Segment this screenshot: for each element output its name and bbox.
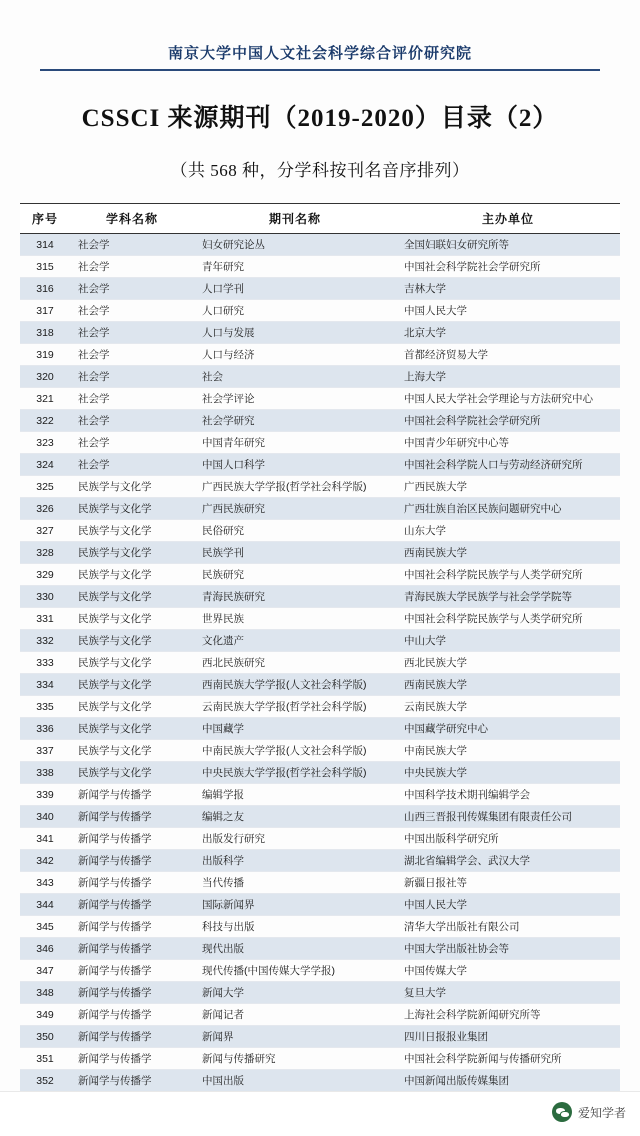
table-row <box>20 674 620 696</box>
cell-organizer: 首都经济贸易大学 <box>396 344 620 366</box>
cell-no: 343 <box>20 872 70 894</box>
cell-journal: 青年研究 <box>194 256 396 278</box>
cell-discipline: 新闻学与传播学 <box>70 938 194 960</box>
cell-organizer: 山西三晋报刊传媒集团有限责任公司 <box>396 806 620 828</box>
footer-brand-label: 爱知学者 <box>577 1105 626 1120</box>
cell-journal: 广西民族大学学报(哲学社会科学版) <box>194 476 396 498</box>
table-row <box>20 894 620 916</box>
table-row <box>20 740 620 762</box>
cell-organizer: 中国社会科学院民族学与人类学研究所 <box>396 564 620 586</box>
table-row <box>20 850 620 872</box>
cell-no: 321 <box>20 388 70 410</box>
cell-discipline: 社会学 <box>70 300 194 322</box>
cell-journal: 中南民族大学学报(人文社会科学版) <box>194 740 396 762</box>
cell-journal: 人口与发展 <box>194 322 396 344</box>
cell-organizer: 广西壮族自治区民族问题研究中心 <box>396 498 620 520</box>
cell-organizer: 中国出版科学研究所 <box>396 828 620 850</box>
table-row <box>20 1070 620 1092</box>
table-row <box>20 256 620 278</box>
cell-organizer: 四川日报报业集团 <box>396 1026 620 1048</box>
cell-no: 318 <box>20 322 70 344</box>
table-row <box>20 652 620 674</box>
cell-discipline: 新闻学与传播学 <box>70 982 194 1004</box>
cell-no: 327 <box>20 520 70 542</box>
cell-journal: 中国人口科学 <box>194 454 396 476</box>
cell-journal: 云南民族大学学报(哲学社会科学版) <box>194 696 396 718</box>
cell-organizer: 中国大学出版社协会等 <box>396 938 620 960</box>
cell-discipline: 民族学与文化学 <box>70 498 194 520</box>
table-row <box>20 476 620 498</box>
cell-discipline: 民族学与文化学 <box>70 718 194 740</box>
institution-name: 南京大学中国人文社会科学综合评价研究院 <box>167 46 472 62</box>
cell-no: 333 <box>20 652 70 674</box>
cell-journal: 现代出版 <box>194 938 396 960</box>
cell-no: 344 <box>20 894 70 916</box>
table-row <box>20 696 620 718</box>
cell-no: 330 <box>20 586 70 608</box>
cell-organizer: 中国社会科学院社会学研究所 <box>396 256 620 278</box>
cell-no: 341 <box>20 828 70 850</box>
cell-discipline: 新闻学与传播学 <box>70 850 194 872</box>
cell-discipline: 社会学 <box>70 366 194 388</box>
cell-no: 348 <box>20 982 70 1004</box>
cell-organizer: 广西民族大学 <box>396 476 620 498</box>
journal-list-table-wrap <box>20 203 620 1093</box>
cell-discipline: 新闻学与传播学 <box>70 894 194 916</box>
cell-organizer: 西南民族大学 <box>396 542 620 564</box>
cell-no: 315 <box>20 256 70 278</box>
cell-discipline: 新闻学与传播学 <box>70 916 194 938</box>
cell-no: 339 <box>20 784 70 806</box>
table-row <box>20 300 620 322</box>
cell-organizer: 中国科学技术期刊编辑学会 <box>396 784 620 806</box>
cell-journal: 新闻记者 <box>194 1004 396 1026</box>
cell-journal: 中央民族大学学报(哲学社会科学版) <box>194 762 396 784</box>
cell-organizer: 中央民族大学 <box>396 762 620 784</box>
cell-no: 316 <box>20 278 70 300</box>
cell-journal: 民俗研究 <box>194 520 396 542</box>
table-row <box>20 762 620 784</box>
cell-organizer: 全国妇联妇女研究所等 <box>396 234 620 256</box>
cell-discipline: 社会学 <box>70 234 194 256</box>
table-row <box>20 234 620 256</box>
cell-no: 332 <box>20 630 70 652</box>
cell-organizer: 清华大学出版社有限公司 <box>396 916 620 938</box>
cell-organizer: 中国人民大学社会学理论与方法研究中心 <box>396 388 620 410</box>
cell-journal: 文化遗产 <box>194 630 396 652</box>
cell-no: 347 <box>20 960 70 982</box>
table-row <box>20 542 620 564</box>
cell-no: 320 <box>20 366 70 388</box>
cell-organizer: 中国青少年研究中心等 <box>396 432 620 454</box>
cell-organizer: 中国新闻出版传媒集团 <box>396 1070 620 1092</box>
cell-journal: 社会 <box>194 366 396 388</box>
cell-organizer: 中国社会科学院人口与劳动经济研究所 <box>396 454 620 476</box>
cell-journal: 妇女研究论丛 <box>194 234 396 256</box>
table-row <box>20 344 620 366</box>
cell-discipline: 新闻学与传播学 <box>70 806 194 828</box>
cell-journal: 青海民族研究 <box>194 586 396 608</box>
cell-no: 328 <box>20 542 70 564</box>
table-row <box>20 388 620 410</box>
cell-organizer: 云南民族大学 <box>396 696 620 718</box>
cell-journal: 中国藏学 <box>194 718 396 740</box>
cell-journal: 世界民族 <box>194 608 396 630</box>
cell-journal: 民族学刊 <box>194 542 396 564</box>
cell-discipline: 新闻学与传播学 <box>70 960 194 982</box>
cell-no: 319 <box>20 344 70 366</box>
table-row <box>20 982 620 1004</box>
cell-discipline: 社会学 <box>70 344 194 366</box>
cell-organizer: 上海社会科学院新闻研究所等 <box>396 1004 620 1026</box>
cell-organizer: 北京大学 <box>396 322 620 344</box>
cell-no: 350 <box>20 1026 70 1048</box>
cell-organizer: 中南民族大学 <box>396 740 620 762</box>
cell-discipline: 新闻学与传播学 <box>70 1070 194 1092</box>
cell-organizer: 山东大学 <box>396 520 620 542</box>
cell-no: 329 <box>20 564 70 586</box>
cell-discipline: 民族学与文化学 <box>70 696 194 718</box>
cell-journal: 新闻与传播研究 <box>194 1048 396 1070</box>
table-row <box>20 828 620 850</box>
column-header-journal: 期刊名称 <box>194 204 396 234</box>
cell-no: 324 <box>20 454 70 476</box>
table-row <box>20 960 620 982</box>
table-row <box>20 366 620 388</box>
table-row <box>20 938 620 960</box>
cell-journal: 科技与出版 <box>194 916 396 938</box>
table-row <box>20 872 620 894</box>
cell-discipline: 社会学 <box>70 322 194 344</box>
table-row <box>20 608 620 630</box>
masthead <box>0 0 640 71</box>
cell-no: 340 <box>20 806 70 828</box>
cell-organizer: 中国社会科学院民族学与人类学研究所 <box>396 608 620 630</box>
column-header-discipline: 学科名称 <box>70 204 194 234</box>
cell-journal: 人口研究 <box>194 300 396 322</box>
cell-discipline: 社会学 <box>70 410 194 432</box>
cell-discipline: 新闻学与传播学 <box>70 1004 194 1026</box>
table-row <box>20 784 620 806</box>
cell-journal: 人口学刊 <box>194 278 396 300</box>
cell-organizer: 中国社会科学院新闻与传播研究所 <box>396 1048 620 1070</box>
cell-discipline: 民族学与文化学 <box>70 652 194 674</box>
cell-no: 336 <box>20 718 70 740</box>
table-header <box>20 204 620 234</box>
cell-organizer: 复旦大学 <box>396 982 620 1004</box>
cell-discipline: 社会学 <box>70 454 194 476</box>
cell-no: 326 <box>20 498 70 520</box>
table-row <box>20 586 620 608</box>
cell-discipline: 新闻学与传播学 <box>70 828 194 850</box>
cell-discipline: 民族学与文化学 <box>70 520 194 542</box>
cell-no: 352 <box>20 1070 70 1092</box>
cell-no: 351 <box>20 1048 70 1070</box>
page-subtitle: （共 568 种，分学科按刊名音序排列） <box>170 161 470 180</box>
cell-journal: 人口与经济 <box>194 344 396 366</box>
table-header-row <box>20 204 620 234</box>
cell-discipline: 民族学与文化学 <box>70 608 194 630</box>
cell-discipline: 新闻学与传播学 <box>70 1048 194 1070</box>
cell-journal: 新闻大学 <box>194 982 396 1004</box>
cell-discipline: 民族学与文化学 <box>70 630 194 652</box>
cell-journal: 广西民族研究 <box>194 498 396 520</box>
cell-journal: 社会学研究 <box>194 410 396 432</box>
cell-discipline: 新闻学与传播学 <box>70 872 194 894</box>
cell-organizer: 中国社会科学院社会学研究所 <box>396 410 620 432</box>
cell-no: 322 <box>20 410 70 432</box>
cell-journal: 中国出版 <box>194 1070 396 1092</box>
table-row <box>20 806 620 828</box>
cell-no: 323 <box>20 432 70 454</box>
column-header-no: 序号 <box>20 204 70 234</box>
table-body <box>20 234 620 1092</box>
table-row <box>20 1026 620 1048</box>
cell-journal: 现代传播(中国传媒大学学报) <box>194 960 396 982</box>
cell-discipline: 民族学与文化学 <box>70 740 194 762</box>
cell-discipline: 社会学 <box>70 278 194 300</box>
table-row <box>20 630 620 652</box>
cell-no: 345 <box>20 916 70 938</box>
cell-organizer: 西北民族大学 <box>396 652 620 674</box>
table-row <box>20 1004 620 1026</box>
cell-organizer: 中国藏学研究中心 <box>396 718 620 740</box>
cell-journal: 西南民族大学学报(人文社会科学版) <box>194 674 396 696</box>
table-row <box>20 718 620 740</box>
cell-journal: 当代传播 <box>194 872 396 894</box>
column-header-organizer: 主办单位 <box>396 204 620 234</box>
cell-journal: 新闻界 <box>194 1026 396 1048</box>
cell-organizer: 中山大学 <box>396 630 620 652</box>
cell-organizer: 中国传媒大学 <box>396 960 620 982</box>
cell-discipline: 民族学与文化学 <box>70 476 194 498</box>
cell-no: 325 <box>20 476 70 498</box>
table-row <box>20 432 620 454</box>
cell-organizer: 新疆日报社等 <box>396 872 620 894</box>
cell-discipline: 民族学与文化学 <box>70 564 194 586</box>
cell-no: 349 <box>20 1004 70 1026</box>
cell-discipline: 新闻学与传播学 <box>70 1026 194 1048</box>
cell-organizer: 中国人民大学 <box>396 894 620 916</box>
cell-discipline: 新闻学与传播学 <box>70 784 194 806</box>
cell-no: 337 <box>20 740 70 762</box>
cell-journal: 出版发行研究 <box>194 828 396 850</box>
cell-discipline: 民族学与文化学 <box>70 762 194 784</box>
cell-organizer: 中国人民大学 <box>396 300 620 322</box>
cell-discipline: 社会学 <box>70 256 194 278</box>
journal-list-table <box>20 203 620 1092</box>
cell-organizer: 西南民族大学 <box>396 674 620 696</box>
cell-discipline: 民族学与文化学 <box>70 542 194 564</box>
cell-organizer: 青海民族大学民族学与社会学学院等 <box>396 586 620 608</box>
table-row <box>20 1048 620 1070</box>
cell-organizer: 湖北省编辑学会、武汉大学 <box>396 850 620 872</box>
cell-discipline: 社会学 <box>70 388 194 410</box>
cell-organizer: 上海大学 <box>396 366 620 388</box>
table-row <box>20 520 620 542</box>
page-title: CSSCI 来源期刊（2019-2020）目录（2） <box>81 105 559 132</box>
cell-journal: 社会学评论 <box>194 388 396 410</box>
table-row <box>20 564 620 586</box>
masthead-divider <box>40 69 600 71</box>
cell-discipline: 社会学 <box>70 432 194 454</box>
cell-journal: 民族研究 <box>194 564 396 586</box>
cell-no: 331 <box>20 608 70 630</box>
cell-no: 338 <box>20 762 70 784</box>
cell-no: 314 <box>20 234 70 256</box>
cell-journal: 编辑之友 <box>194 806 396 828</box>
cell-journal: 国际新闻界 <box>194 894 396 916</box>
table-row <box>20 498 620 520</box>
cell-journal: 西北民族研究 <box>194 652 396 674</box>
cell-no: 334 <box>20 674 70 696</box>
cell-journal: 出版科学 <box>194 850 396 872</box>
cell-discipline: 民族学与文化学 <box>70 674 194 696</box>
cell-no: 317 <box>20 300 70 322</box>
table-row <box>20 322 620 344</box>
table-row <box>20 278 620 300</box>
table-row <box>20 454 620 476</box>
wechat-icon <box>552 1102 572 1122</box>
footer-brand <box>552 1102 626 1122</box>
cell-discipline: 民族学与文化学 <box>70 586 194 608</box>
cell-no: 342 <box>20 850 70 872</box>
cell-journal: 中国青年研究 <box>194 432 396 454</box>
table-row <box>20 410 620 432</box>
cell-organizer: 吉林大学 <box>396 278 620 300</box>
footer-bar <box>0 1091 640 1136</box>
cell-journal: 编辑学报 <box>194 784 396 806</box>
cell-no: 346 <box>20 938 70 960</box>
table-row <box>20 916 620 938</box>
cell-no: 335 <box>20 696 70 718</box>
